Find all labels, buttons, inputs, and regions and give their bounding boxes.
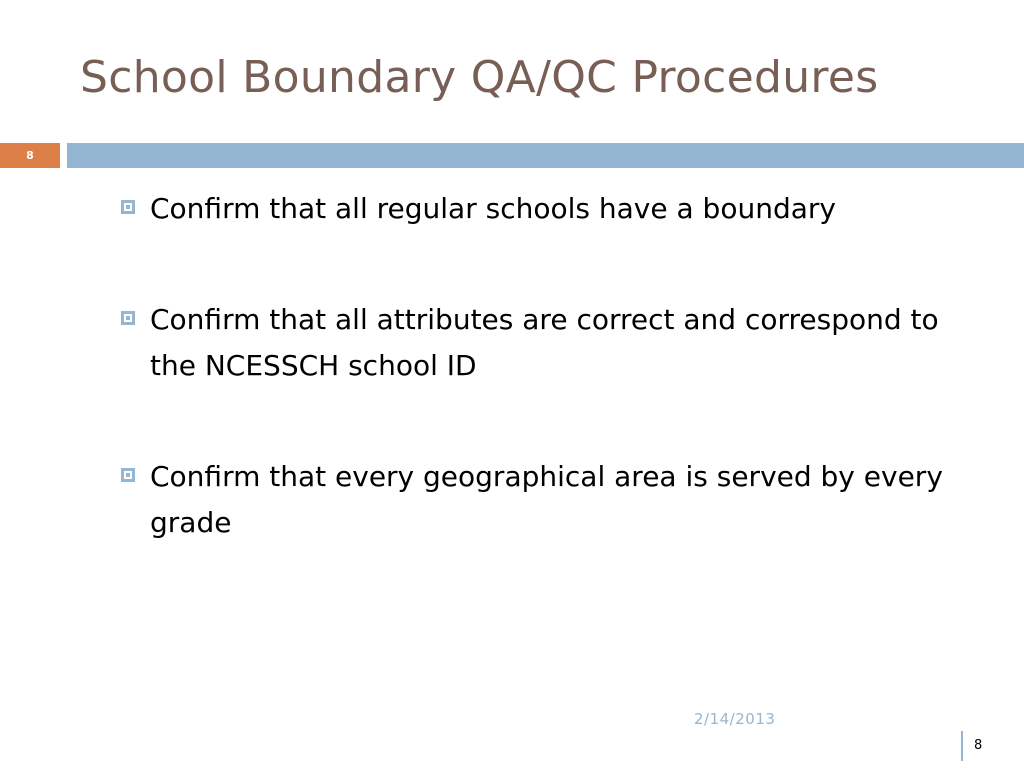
square-bullet-icon: [121, 311, 135, 325]
header-slide-number-badge: [0, 143, 60, 168]
bullet-text: Confirm that every geographical area is served by every grade: [150, 460, 943, 539]
bullet-list: [118, 186, 948, 546]
bullet-text: Confirm that all attributes are correct and correspond to the NCESSCH school ID: [150, 303, 939, 382]
bullet-item: [118, 297, 948, 389]
slide-title: School Boundary QA/QC Procedures: [80, 52, 879, 103]
bullet-item: [118, 454, 948, 546]
square-bullet-icon: [121, 200, 135, 214]
footer-slide-number: 8: [974, 738, 983, 753]
bullet-item: [118, 186, 948, 232]
header-slide-number: 8: [26, 149, 34, 162]
footer-divider: [961, 731, 963, 761]
header-accent-bar: [67, 143, 1024, 168]
square-bullet-icon: [121, 468, 135, 482]
bullet-text: Confirm that all regular schools have a boundary: [150, 192, 836, 225]
footer-date: 2/14/2013: [694, 710, 776, 728]
